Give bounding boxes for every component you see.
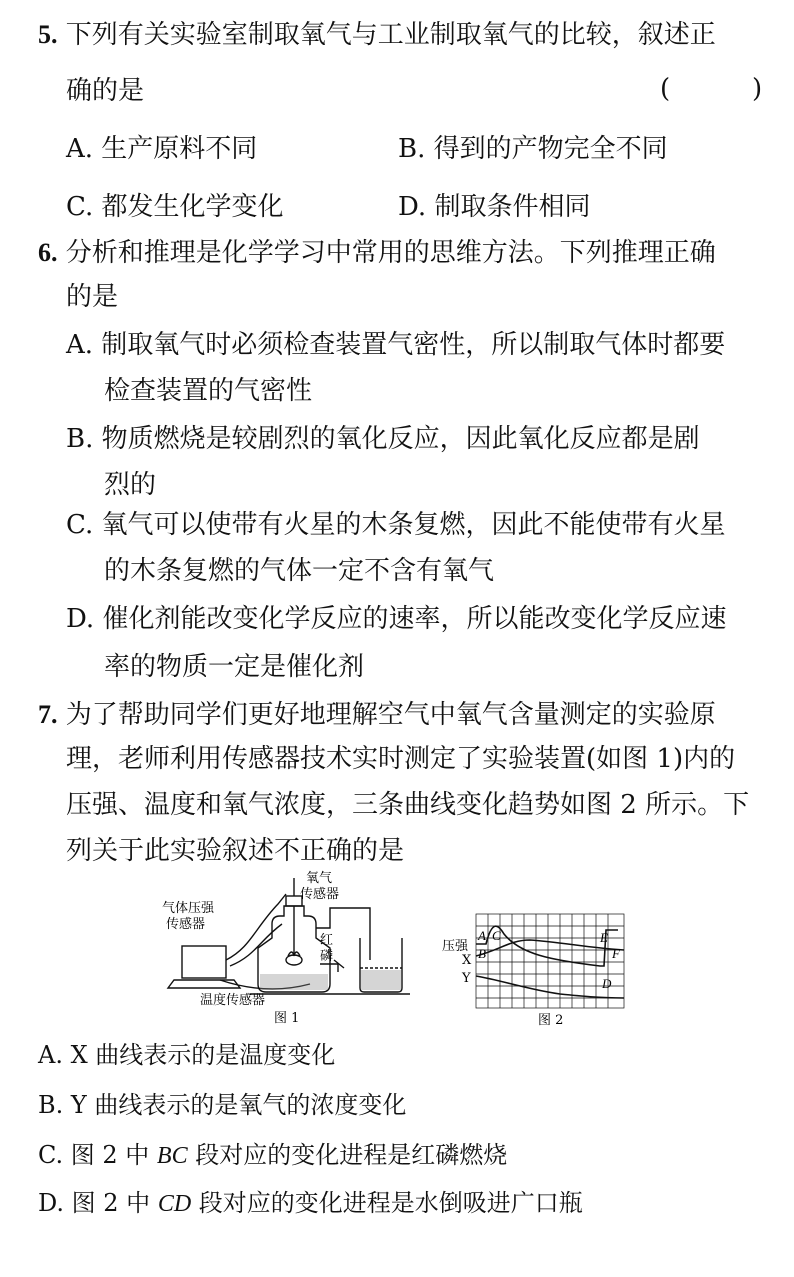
q5-number: 5. <box>38 20 58 49</box>
q6-option-c-line2: 的木条复燃的气体一定不含有氧气 <box>104 556 495 586</box>
q6-option-d-line2: 率的物质一定是催化剂 <box>104 652 365 682</box>
pressure-cable <box>226 894 286 960</box>
point-f: F <box>612 946 620 961</box>
q7-option-a: A. X 曲线表示的是温度变化 <box>38 1041 336 1069</box>
label-oxygen-sensor-1: 氧气 <box>306 871 333 886</box>
point-d: D <box>602 976 612 991</box>
label-temperature-sensor: 温度传感器 <box>200 993 266 1008</box>
q6-option-b-line1: B. 物质燃烧是较剧烈的氧化反应，因此氧化反应都是剧 <box>66 424 700 454</box>
q6-option-b-line2: 烈的 <box>104 470 157 500</box>
label-oxygen-sensor-2: 传感器 <box>300 887 340 902</box>
q6-option-c-line1: C. 氧气可以使带有火星的木条复燃，因此不能使带有火星 <box>66 510 726 540</box>
q7-number: 7. <box>38 700 58 729</box>
q5-answer-paren-close: ) <box>752 74 763 104</box>
figure-1-apparatus <box>160 868 420 1038</box>
q7-stem-line3: 压强、温度和氧气浓度，三条曲线变化趋势如图 2 所示。下 <box>66 790 750 820</box>
q7-stem-text1: 为了帮助同学们更好地理解空气中氧气含量测定的实验原 <box>65 700 716 730</box>
q7-option-c-segment: BC <box>156 1143 188 1169</box>
q5-option-b: B. 得到的产物完全不同 <box>398 134 668 164</box>
label-pressure-sensor-2: 传感器 <box>166 917 206 932</box>
q6-number: 6. <box>38 238 58 267</box>
q6-option-a-line2: 检查装置的气密性 <box>104 376 313 406</box>
q7-option-c-prefix: C. 图 2 中 <box>38 1141 157 1169</box>
q7-option-c <box>38 1138 507 1173</box>
q7-option-b: B. Y 曲线表示的是氧气的浓度变化 <box>38 1091 407 1119</box>
q6-stem-line1 <box>38 236 716 270</box>
q7-option-d <box>38 1186 583 1221</box>
q5-option-d: D. 制取条件相同 <box>398 192 591 222</box>
q6-option-d-line1: D. 催化剂能改变化学反应的速率，所以能改变化学反应速 <box>66 604 727 634</box>
label-y: Y <box>462 971 471 986</box>
label-pressure: 压强 <box>442 939 469 954</box>
q7-option-c-suffix: 段对应的变化进程是红磷燃烧 <box>187 1141 508 1169</box>
q7-stem-line4: 列关于此实验叙述不正确的是 <box>66 836 405 866</box>
q6-stem-line2: 的是 <box>66 282 119 312</box>
q5-option-c: C. 都发生化学变化 <box>66 192 284 222</box>
q5-option-a: A. 生产原料不同 <box>66 134 258 164</box>
q7-stem-line2: 理，老师利用传感器技术实时测定了实验装置(如图 1)内的 <box>66 744 736 774</box>
q5-stem-line2: 确的是 <box>66 76 145 106</box>
figure-2-curves <box>440 900 640 1036</box>
label-x: X <box>462 953 472 968</box>
point-c: C <box>492 928 501 943</box>
q5-stem-line1 <box>38 18 716 52</box>
q7-option-d-prefix: D. 图 2 中 <box>38 1189 158 1217</box>
label-red-phosphorus-2: 磷 <box>320 949 334 964</box>
label-pressure-sensor-1: 气体压强 <box>162 901 215 916</box>
point-a: A <box>478 928 486 943</box>
point-b: B <box>478 946 486 961</box>
figure-2-caption: 图 2 <box>538 1013 564 1028</box>
q7-option-d-suffix: 段对应的变化进程是水倒吸进广口瓶 <box>191 1189 583 1217</box>
laptop-screen <box>182 946 226 978</box>
q5-stem-text1: 下列有关实验室制取氧气与工业制取氧气的比较，叙述正 <box>65 20 716 50</box>
laptop-base <box>168 980 240 988</box>
q7-stem-line1 <box>38 698 716 732</box>
q6-option-a-line1: A. 制取氧气时必须检查装置气密性，所以制取气体时都要 <box>66 330 726 360</box>
point-e: E <box>600 930 608 945</box>
figure-1-caption: 图 1 <box>274 1011 300 1026</box>
q6-stem-text1: 分析和推理是化学学习中常用的思维方法。下列推理正确 <box>65 238 716 268</box>
q5-answer-paren-open: ( <box>660 74 671 104</box>
label-red-phosphorus-1: 红 <box>320 933 334 948</box>
q7-option-d-segment: CD <box>157 1191 192 1217</box>
